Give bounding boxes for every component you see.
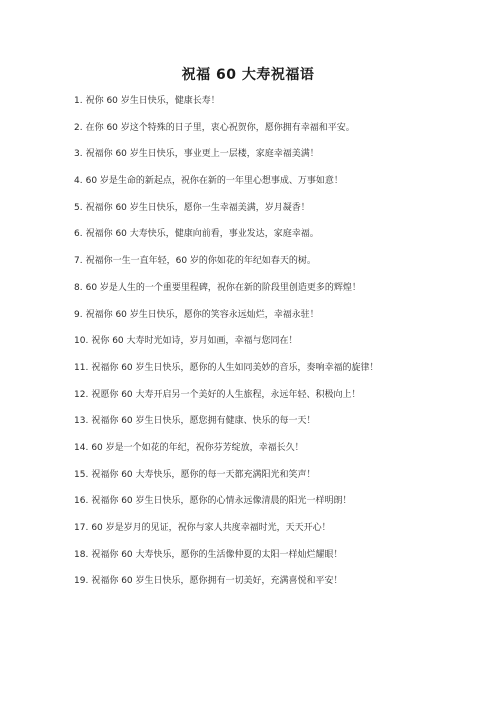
list-item-text: 祝福你 60 岁生日快乐，愿您拥有健康、快乐的每一天！ [91,416,316,427]
list-item [74,93,434,120]
list-item-text: 祝福你 60 大寿快乐，健康向前看，事业发达，家庭幸福。 [85,229,319,240]
list-item-number: 19. [74,576,89,587]
list-item [74,333,434,360]
list-item [74,360,434,387]
list-item-text: 60 岁是人生的一个重要里程碑，祝你在新的阶段里创造更多的辉煌！ [85,282,361,293]
list-item-number: 4. [74,176,83,187]
list-item-number: 8. [74,282,83,293]
list-item [74,440,434,467]
blessing-list [74,93,434,600]
list-item [74,280,434,307]
list-item [74,413,434,440]
list-item [74,493,434,520]
document-title: 祝福 60 大寿祝福语 [181,67,315,83]
list-item-text: 祝你 60 岁生日快乐，健康长寿！ [85,96,220,106]
list-item-number: 7. [74,256,83,267]
list-item [74,226,434,253]
list-item-text: 祝福你 60 岁生日快乐，愿你的心情永远像清晨的阳光一样明朗！ [91,496,352,507]
list-item-number: 18. [74,549,89,560]
list-item-text: 祝福你 60 岁生日快乐，愿你的笑容永远灿烂，幸福永驻！ [85,309,319,320]
list-item [74,173,434,200]
list-item-text: 祝福你 60 大寿快乐，愿你的每一天都充满阳光和笑声！ [91,469,316,480]
list-item-number: 10. [74,336,89,347]
list-item-text: 60 岁是一个如花的年纪，祝你芬芳绽放，幸福长久！ [91,442,304,453]
list-item [74,146,434,173]
list-item-number: 11. [74,362,89,373]
list-item-number: 3. [74,149,83,160]
list-item-text: 祝你 60 大寿时光如诗，岁月如画，幸福与您同在！ [91,336,298,347]
list-item-number: 14. [74,442,89,453]
list-item-number: 12. [74,389,89,400]
list-item [74,307,434,334]
list-item-text: 祝福你 60 岁生日快乐，愿你一生幸福美满，岁月凝香！ [85,202,310,213]
list-item-text: 祝愿你 60 大寿开启另一个美好的人生旅程，永远年轻、积极向上！ [91,389,361,400]
list-item [74,547,434,574]
list-item [74,253,434,280]
list-item-text: 祝福你一生一直年轻，60 岁的你如花的年纪如春天的树。 [85,256,316,267]
list-item-number: 13. [74,416,89,427]
list-item [74,120,434,147]
list-item-text: 祝福你 60 岁生日快乐，事业更上一层楼，家庭幸福美满！ [85,149,319,160]
list-item-number: 5. [74,202,83,213]
list-item [74,387,434,414]
list-item-text: 祝福你 60 岁生日快乐，愿你拥有一切美好，充满喜悦和平安！ [91,576,343,587]
list-item [74,520,434,547]
list-item-number: 1. [74,96,83,106]
list-item-number: 9. [74,309,83,320]
list-item-text: 祝福你 60 岁生日快乐，愿你的人生如同美妙的音乐，奏响幸福的旋律！ [91,362,379,373]
list-item-number: 15. [74,469,89,480]
list-item-text: 60 岁是生命的新起点，祝你在新的一年里心想事成、万事如意！ [85,176,343,187]
list-item-text: 在你 60 岁这个特殊的日子里，衷心祝贺你，愿你拥有幸福和平安。 [85,122,355,133]
list-item-number: 6. [74,229,83,240]
list-item [74,467,434,494]
list-item-number: 16. [74,496,89,507]
list-item-number: 2. [74,122,83,133]
list-item-text: 祝福你 60 大寿快乐，愿你的生活像仲夏的太阳一样灿烂耀眼！ [91,549,343,560]
list-item [74,573,434,600]
list-item-text: 60 岁是岁月的见证，祝你与家人共度幸福时光，天天开心！ [91,523,331,533]
list-item [74,200,434,227]
list-item-number: 17. [74,523,89,533]
